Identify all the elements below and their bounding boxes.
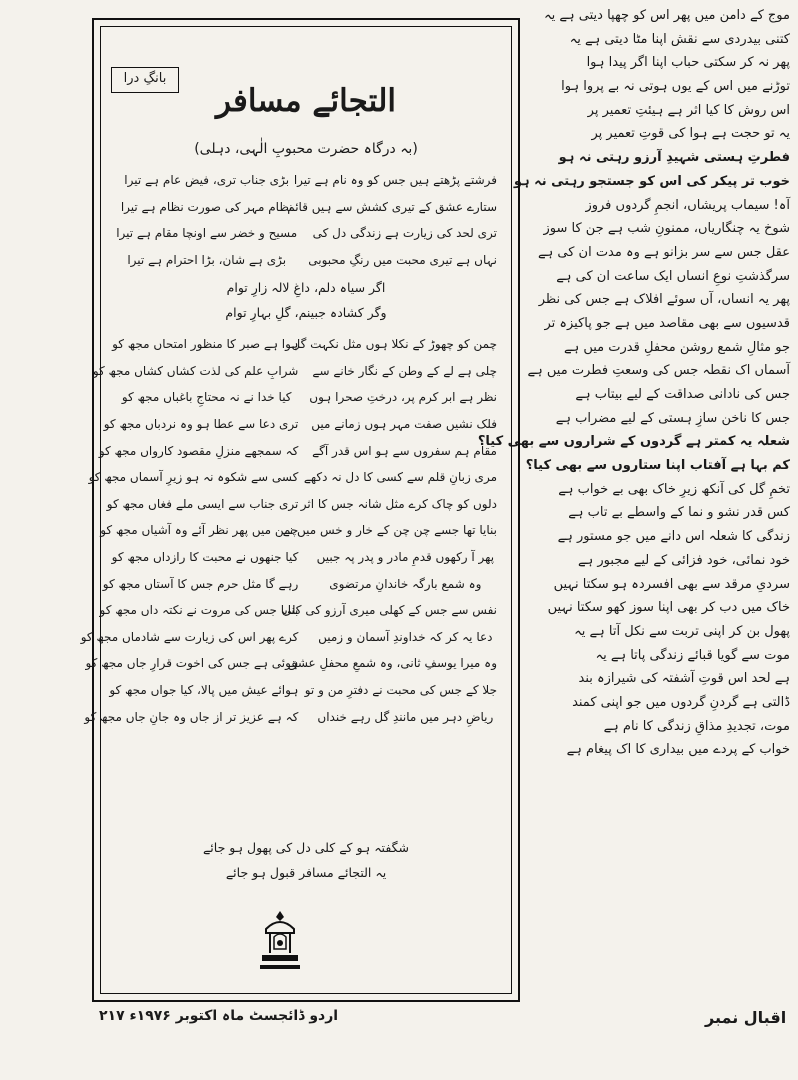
right-column-line: پھول بن کر اپنی تربت سے نکل آتا ہے یہ [574,623,790,639]
right-column-line: خوب تر پیکر کی اس کو جستجو رہتی نہ ہو [513,173,790,189]
misra-second: نظام مہر کی صورت نظام ہے تیرا [120,199,293,214]
couplet [84,703,497,730]
centered-line: شگفتہ ہو کے کلی دل کی پھول ہو جائے [202,840,410,855]
couplet [80,624,497,651]
misra-first: جلا کے جس کی محبت نے دفترِ من و تو [304,683,497,698]
couplet [115,247,497,274]
couplet [102,570,497,597]
misra-first: دلوں کو چاک کرے مثل شانہ جس کا اثر [300,496,497,511]
right-column-line: خود نمائی، خود فزائی کے لیے مجبور ہے [577,552,790,568]
right-column-line: ہے لحد اس قوتِ آشفتہ کی شیرازہ بند [578,671,790,687]
misra-second: کیا جنھوں نے محبت کا رازداں مجھ کو [111,550,299,565]
misra-second: بنایا جس کی مروت نے نکتہ داں مجھ کو [99,603,299,618]
centered-line: وگر کشادہ جبینم، گلِ بہارِ توام [225,305,387,320]
right-column-line: اس روش کا کیا اثر ہے ہیئتِ تعمیر پر [587,102,790,118]
misra-first: نظر ہے ابر کرم پر، درختِ صحرا ہوں [309,390,497,405]
misra-first: چمن کو چھوڑ کے نکلا ہوں مثل نکہت گل [291,337,497,352]
poem-frame-inner [80,26,512,994]
couplet [106,491,497,518]
misra-first: تری لحد کی زیارت ہے زندگی دل کی [312,226,497,241]
couplet [115,167,497,194]
misra-second: ہوا ہے صبر کا منظور امتحاں مجھ کو [112,337,299,352]
couplet [111,544,497,571]
footer-issue: اردو ڈائجسٹ ماہ اکتوبر ۱۹۷۶ء ۲۱۷ [99,1008,339,1024]
right-column-line: کم بہا ہے آفتاب اپنا ستاروں سے بھی کیا؟ [525,458,790,474]
right-column-line: جس کی نادانی صداقت کے لیے بیتاب ہے [575,387,790,402]
right-column-line: ڈالتی ہے گردنِ گردوں میں جو اپنی کمند [572,694,790,710]
right-column-line: کس قدر نشو و نما کے واسطے بے تاب ہے [568,505,790,521]
right-column-line: موت سے گویا قبائے زندگی پاتا ہے یہ [595,647,790,663]
couplet [85,650,497,677]
poem-section-1 [115,167,497,273]
right-column-line: عقل جس سے سر بزانو ہے وہ مدت ان کی ہے [538,244,790,260]
misra-first: ریاضِ دہر میں مانندِ گل رہے خنداں [317,709,494,724]
right-column-line: قدسیوں سے بھی مقاصد میں ہے جو پاکیزہ تر [544,315,790,331]
right-column-line: شوخ یہ چنگاریاں، ممنونِ شب ہے جن کا سوز [543,221,790,237]
misra-second: تری جناب سے ایسی ملے فغاں مجھ کو [106,496,299,511]
misra-first: نفس سے جس کے کھلی میری آرزو کی کلی [281,603,497,618]
poem-closing [115,835,497,885]
misra-first: بنایا تھا جسے چن چن کے خار و خس میں نے [282,523,497,538]
poem-subtitle: (بہ درگاہ حضرت محبوبِ الٰہی، دہلی) [194,141,418,157]
poem-section-2 [80,331,497,730]
couplet [103,411,497,438]
misra-second: تری دعا سے عطا ہو وہ نردباں مجھ کو [103,417,299,432]
misra-first: مقام ہم سفروں سے ہو اس قدر آگے [312,443,497,458]
right-column-poem [477,4,794,999]
misra-first: فلک نشیں صفت مہر ہوں زمانے میں [311,417,497,432]
right-column-line: خواب کے پردے میں بیداری کا اک پیغام ہے [566,742,790,758]
right-column-line: جو مثالِ شمع روشن محفلِ قدرت میں ہے [564,339,790,355]
poem-frame [80,18,520,1002]
couplet [92,358,497,385]
misra-second: مسیح و خضر سے اونچا مقام ہے تیرا [116,226,298,241]
misra-second: کسی سے شکوہ نہ ہو زیرِ آسماں مجھ کو [88,470,299,485]
misra-first: ستارے عشق کے تیری کشش سے ہیں قائم [287,199,497,214]
misra-second: شرابِ علم کی لذت کشاں کشاں مجھ کو [92,363,299,378]
couplet [99,597,497,624]
misra-second: بڑی جناب تری، فیض عام ہے تیرا [124,173,290,188]
ornament-icon [256,909,304,973]
right-column-line: سردیِ مرقد سے بھی افسردہ ہو سکتا نہیں [553,576,790,592]
misra-first: مری زبانِ قلم سے کسی کا دل نہ دکھے [303,470,497,485]
right-column-line: شعلہ یہ کمتر ہے گردوں کے شراروں سے بھی کیا؟ [477,434,790,450]
right-column-line: جس کا ناخن سازِ ہستی کے لیے مضراب ہے [555,410,790,426]
right-column-line: آہ! سیماب پریشاں، انجمِ گردوں فروز [585,197,790,213]
misra-second: کرے پھر اس کی زیارت سے شادماں مجھ کو [80,629,299,644]
couplet [109,677,497,704]
poem-persian-couplet [115,275,497,325]
misra-first: نہاں ہے تیری محبت میں رنگِ محبوبی [308,253,497,268]
right-column-line: آسماں اک نقطہ جس کی وسعتِ فطرت میں ہے [527,363,790,379]
centered-line: اگر سیاہ دلم، داغِ لالہ زارِ توام [226,280,386,295]
couplet [98,437,497,464]
right-column-line: موت، تجدیدِ مذاقِ زندگی کا نام ہے [603,718,790,734]
right-column-line: توڑنے میں اس کے یوں ہوتی نہ بے پروا ہوا [561,79,790,95]
misra-first: فرشتے پڑھتے ہیں جس کو وہ نام ہے تیرا [293,173,497,188]
right-column-line: تخمِ گل کی آنکھ زیرِ خاک بھی بے خواب ہے [558,481,790,497]
right-column-line: فطرتِ ہستی شہیدِ آرزو رہتی نہ ہو [558,150,790,166]
centered-line: یہ التجائے مسافر قبول ہو جائے [225,865,387,880]
right-column-line: یہ تو حجت ہے ہوا کی قوتِ تعمیر پر [591,126,790,142]
misra-second: ہوئی ہے جس کی اخوت قرارِ جاں مجھ کو [85,656,299,671]
couplet [112,331,497,358]
misra-first: دعا یہ کر کہ خداوندِ آسمان و زمیں [318,629,493,644]
poem-title: التجائے مسافر [215,83,397,119]
right-column-line: موج کے دامن میں پھر اس کو چھپا دیتی ہے یہ [544,8,790,23]
misra-second: بڑی ہے شان، بڑا احترام ہے تیرا [127,253,287,268]
right-column-line: زندگی کا شعلہ اس دانے میں جو مستور ہے [557,529,790,545]
right-column-line: پھر نہ کر سکتی حباب اپنا اگر پیدا ہوا [586,55,790,71]
misra-second: ہوائے عیش میں پالا، کیا جواں مجھ کو [109,683,299,698]
misra-second: رہے گا مثل حرم جس کا آستاں مجھ کو [102,576,299,591]
couplet [115,220,497,247]
misra-first: پھر آ رکھوں قدمِ مادر و پدر پہ جبیں [316,550,495,565]
misra-second: کہ سمجھے منزلِ مقصود کارواں مجھ کو [98,443,299,458]
couplet [100,517,497,544]
right-column-line: سرگذشتِ نوعِ انساں ایک ساعت ان کی ہے [556,268,790,284]
right-column-line: کتنی بیدردی سے نقش اپنا مٹا دیتی ہے یہ [569,31,790,47]
couplet [88,464,497,491]
misra-second: چمن میں پھر نظر آئے وہ آشیاں مجھ کو [100,523,299,538]
misra-first: چلی ہے لے کے وطن کے نگار خانے سے [312,363,497,378]
right-column-line: پھر یہ انساں، آں سوئے افلاک ہے جس کی نظر [538,292,790,308]
right-column-line: خاک میں دب کر بھی اپنا سوز کھو سکتا نہیں [547,600,790,616]
misra-first: وہ میرا یوسفِ ثانی، وہ شمعِ محفلِ عشق [287,656,497,671]
misra-second: کہ ہے عزیز تر از جاں وہ جانِ جاں مجھ کو [84,709,299,724]
misra-second: کیا خدا نے نہ محتاجِ باغباں مجھ کو [121,390,292,405]
couplet [115,194,497,221]
book-label: بانگِ درا [111,67,179,93]
couplet [115,384,497,411]
misra-first: وہ شمع بارگہ خاندانِ مرتضوی [329,576,482,591]
footer-section: اقبال نمبر [705,1008,787,1027]
